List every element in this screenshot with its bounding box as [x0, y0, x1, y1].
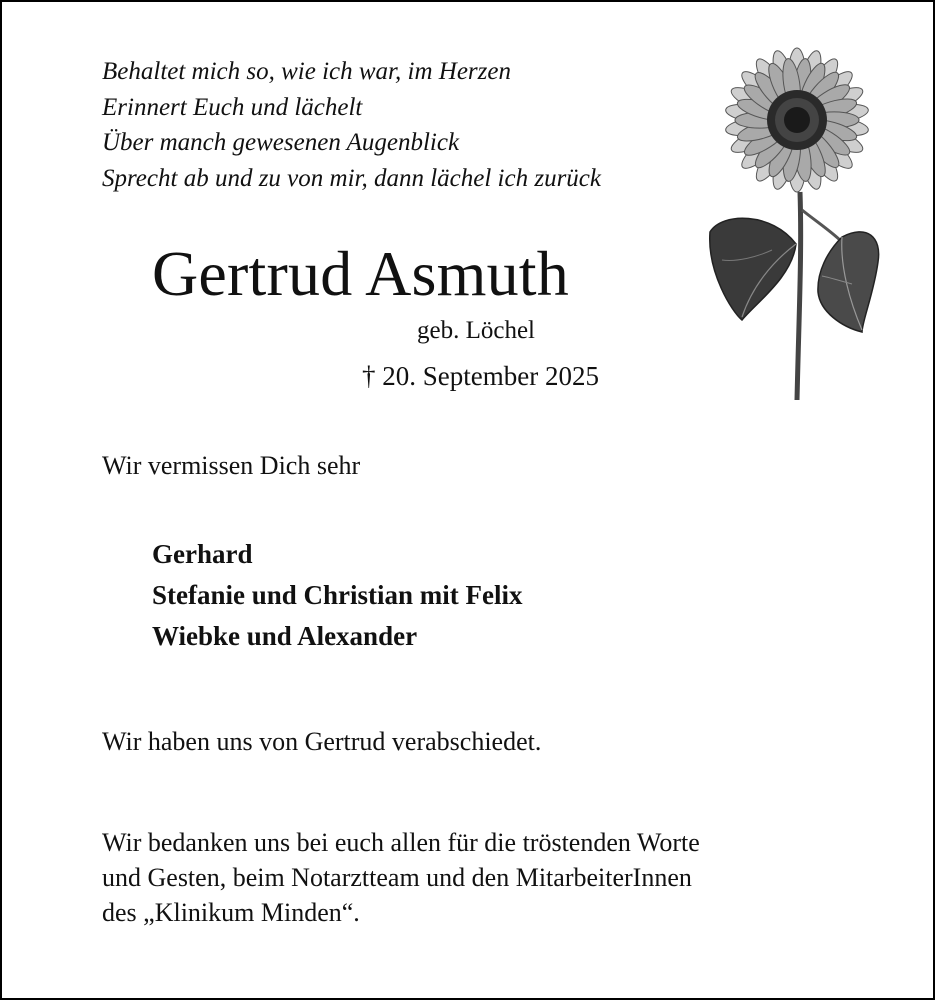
sunflower-icon	[702, 32, 882, 402]
poem-line: Sprecht ab und zu von mir, dann lächel ich zurück	[102, 164, 601, 192]
death-date: † 20. September 2025	[362, 361, 599, 391]
poem-line: Erinnert Euch und lächelt	[102, 93, 363, 121]
thanks-line: und Gesten, beim Notarztteam und den MitarbeiterInnen	[102, 863, 692, 892]
deceased-name: Gertrud Asmuth	[152, 238, 569, 309]
mourner-name: Wiebke und Alexander	[152, 621, 418, 651]
mourners-list	[152, 534, 523, 657]
thanks-line: Wir bedanken uns bei euch allen für die tröstenden Worte	[102, 828, 700, 857]
poem-line: Behaltet mich so, wie ich war, im Herzen	[102, 58, 511, 85]
mourner-name: Stefanie und Christian mit Felix	[152, 580, 523, 610]
poem-line: Über manch gewesenen Augenblick	[102, 129, 460, 156]
mourner-name: Gerhard	[152, 539, 253, 569]
farewell-text: Wir haben uns von Gertrud verabschiedet.	[102, 727, 542, 756]
thanks-text	[102, 825, 700, 930]
memorial-poem	[102, 54, 601, 196]
thanks-line: des „Klinikum Minden“.	[102, 898, 360, 927]
miss-message: Wir vermissen Dich sehr	[102, 451, 361, 480]
maiden-name: geb. Löchel	[417, 317, 536, 344]
